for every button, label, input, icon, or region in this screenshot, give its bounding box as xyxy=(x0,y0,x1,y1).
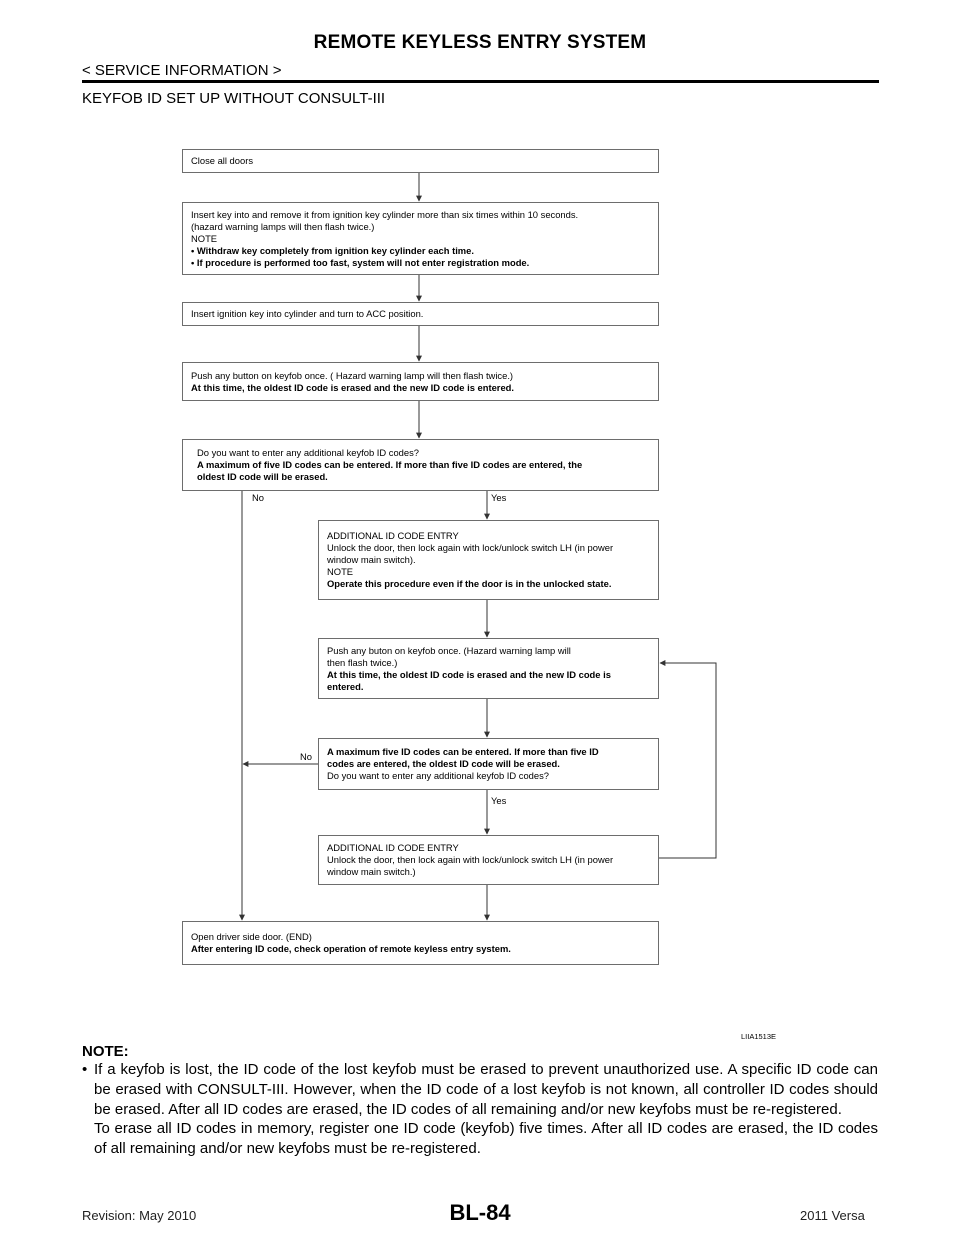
note-paragraph-1: If a keyfob is lost, the ID code of the lost keyfob must be erased to prevent unauthorized use. A specific ID code can be erased with CONSULT-III. However, when the ID code of a lost keyfob is not known, all controller ID codes should be erased. After all ID codes are erased, the ID codes of all remaining and/or new keyfobs must be re-registered. xyxy=(94,1061,878,1118)
flow-step-push-button-again: Push any buton on keyfob once. (Hazard warning lamp will then flash twice.) At this time, the oldest ID code is erased and the new ID code is entered. xyxy=(318,638,659,699)
note-heading: NOTE: xyxy=(82,1043,129,1060)
footer-model: 2011 Versa xyxy=(800,1208,865,1223)
flow-step-acc-position: Insert ignition key into cylinder and turn to ACC position. xyxy=(182,302,659,326)
flow-step-close-doors: Close all doors xyxy=(182,149,659,173)
note-item xyxy=(82,1060,878,1159)
figure-id: LIIA1513E xyxy=(741,1032,777,1041)
flow-step-max-five-question: A maximum five ID codes can be entered. If more than five ID codes are entered, the oldest ID code will be erased. Do you want to enter any additional keyfob ID codes? xyxy=(318,738,659,790)
section-title: KEYFOB ID SET UP WITHOUT CONSULT-III xyxy=(82,90,386,107)
footer-revision: Revision: May 2010 xyxy=(82,1208,197,1223)
label-yes-first: Yes xyxy=(491,492,507,503)
note-paragraph-2: To erase all ID codes in memory, register one ID code (keyfob) five times. After all ID codes are erased, the ID codes of all remaining and/or new keyfobs must be re-registered. xyxy=(94,1120,878,1158)
note-body xyxy=(82,1060,878,1159)
label-no-second: No xyxy=(300,751,312,762)
flow-step-additional-codes-question: Do you want to enter any additional keyfob ID codes? A maximum of five ID codes can be entered. If more than five ID codes are entered, the oldest ID code will be erased. xyxy=(182,439,659,491)
breadcrumb: < SERVICE INFORMATION > xyxy=(82,62,282,79)
flow-step-additional-entry-1: ADDITIONAL ID CODE ENTRY Unlock the door, then lock again with lock/unlock switch LH (in power window main switch). NOTE Operate this procedure even if the door is in the unlocked state. xyxy=(318,520,659,600)
bullet: • xyxy=(82,1061,88,1078)
flow-step-insert-remove-key: Insert key into and remove it from ignition key cylinder more than six times within 10 seconds. (hazard warning lamps will then flash twice.) NOTE • Withdraw key completely from ignition key cylinder each time. • If procedure is performed too fast, system will not enter registration mode. xyxy=(182,202,659,275)
flow-step-additional-entry-2: ADDITIONAL ID CODE ENTRY Unlock the door, then lock again with lock/unlock switch LH (in power window main switch.) xyxy=(318,835,659,885)
page-number: BL-84 xyxy=(449,1200,511,1225)
connector-9-loop xyxy=(658,663,716,858)
label-yes-second: Yes xyxy=(491,795,507,806)
flow-step-push-button: Push any button on keyfob once. ( Hazard warning lamp will then flash twice.) At this time, the oldest ID code is erased and the new ID code is entered. xyxy=(182,362,659,401)
flow-step-open-driver-door: Open driver side door. (END) After entering ID code, check operation of remote keyless entry system. xyxy=(182,921,659,965)
page-title: REMOTE KEYLESS ENTRY SYSTEM xyxy=(313,32,647,53)
label-no-first: No xyxy=(252,492,264,503)
